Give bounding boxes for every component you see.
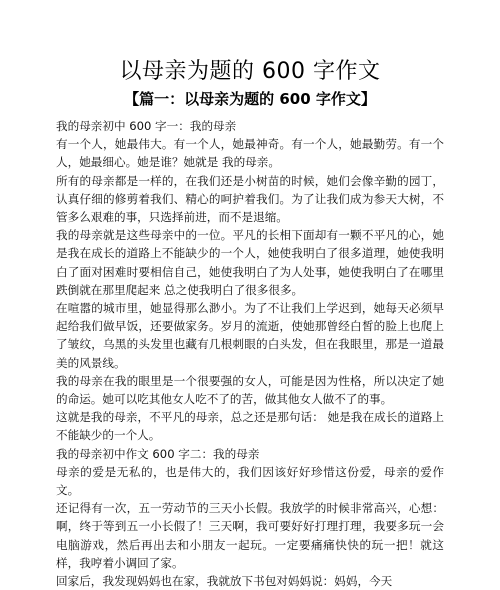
paragraph-4: 我的母亲就是这些母亲中的一位。平凡的长相下面却有一颗不平凡的心，她是我在成长的道路上不能缺少的一个人，她使我明白了很多道理，她使我明白了面对困难时要相信自己，她使我明白了为人处事，她使我明白了在哪里跌倒就在那里爬起来 总之使我明白了很多很多。 [56,228,444,297]
paragraph-6: 我的母亲在我的眼里是一个很要强的女人，可能是因为性格，所以决定了她的命运。她可以吃其他女人吃不了的苦，做其他女人做不了的事。 [56,373,444,407]
paragraph-3: 所有的母亲都是一样的，在我们还是小树苗的时候，她们会像辛勤的园丁，认真仔细的修剪着我们、精心的呵护着我们。为了让我们成为参天大树，不管多么艰难的事，只选择前进，而不是退缩。 [56,173,444,225]
paragraph-1: 我的母亲初中 600 字一：我的母亲 [56,119,237,133]
paragraph-9: 母亲的爱是无私的，也是伟大的，我们因该好好珍惜这份爱，母亲的爱作文。 [56,464,444,498]
document-title: 以母亲为题的 600 字作文 [119,59,381,84]
paragraph-10: 还记得有一次，五一劳动节的三天小长假。我放学的时候非常高兴，心想：啊，终于等到五一小长假了！三天啊，我可要好好打理打理，我要多玩一会电脑游戏，然后再出去和小朋友一起玩。一定要痛痛快快的玩一把！就这样，我哼着小调回了家。 [56,501,444,570]
paragraph-7: 这就是我的母亲，不平凡的母亲，总之还是那句话： 她是我在成长的道路上不能缺少的一个人。 [56,410,444,443]
paragraph-8: 我的母亲初中作文 600 字二：我的母亲 [56,446,260,461]
paragraph-11: 回家后，我发现妈妈也在家，我就放下书包对妈妈说：妈妈，今天 [56,574,393,589]
document-subtitle: 【篇一：以母亲为题的 600 字作文】 [124,90,376,108]
document-body [56,117,444,590]
paragraph-5: 在喧嚣的城市里，她显得那么渺小。为了不让我们上学迟到，她每天必须早起给我们做早饭，还要做家务。岁月的流逝，使她那曾经白皙的脸上也爬上了皱纹，乌黑的头发里也藏有几根刺眼的白头发，但在我眼里，那是一道最美的风景线。 [56,301,444,370]
paragraph-2: 有一个人，她最伟大。有一个人，她最神奇。有一个人，她最勤劳。有一个人，她最细心。她是谁？她就是 我的母亲。 [56,137,444,170]
